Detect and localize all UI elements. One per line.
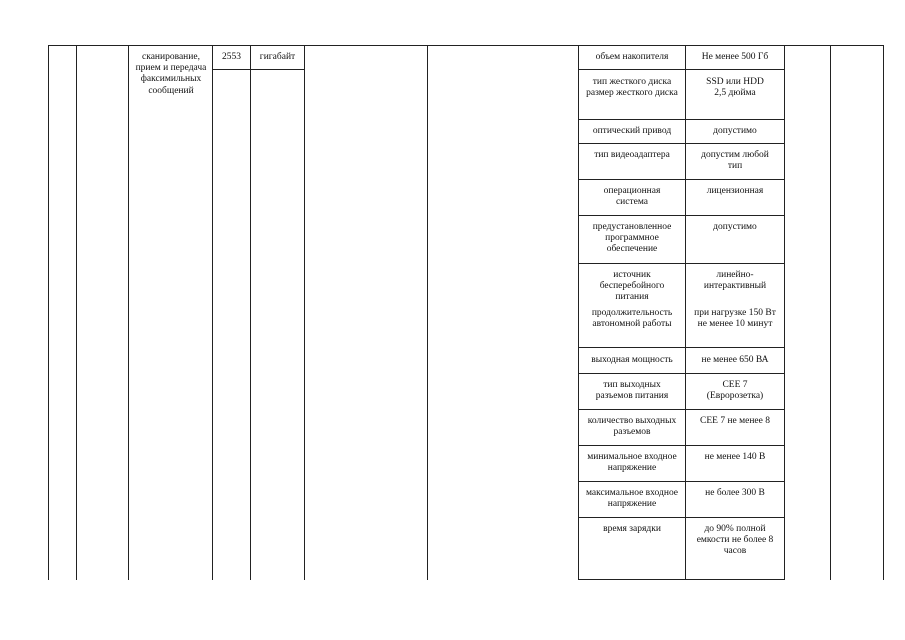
spec-value: допустимо [713, 126, 757, 136]
spec-param: тип жесткого диска размер жесткого диска [586, 77, 678, 99]
spec-row-divider [578, 517, 785, 518]
spec-param: предустановленное программное обеспечение [592, 222, 672, 255]
spec-value: не менее 650 ВА [701, 355, 769, 365]
spec-param: продолжительность автономной работы [591, 308, 673, 330]
spec-row-divider [578, 215, 785, 216]
spec-row-divider [578, 69, 785, 70]
spec-row-divider [578, 409, 785, 410]
spec-row-divider [578, 481, 785, 482]
spec-value: линейно-интерактивный [703, 270, 767, 292]
spec-param: тип выходных разъемов питания [595, 380, 669, 402]
column-divider [830, 45, 831, 580]
row-code: 2553 [222, 52, 241, 62]
spec-row-divider [578, 445, 785, 446]
spec-value: лицензионная [706, 186, 764, 196]
spec-param: объем накопителя [595, 52, 669, 62]
spec-value: допустим любой тип [701, 150, 769, 172]
spec-param: операционная система [603, 186, 661, 208]
spec-param: минимальное входное напряжение [587, 452, 677, 474]
spec-param: выходная мощность [591, 355, 673, 365]
spec-value: Не менее 500 Гб [701, 52, 769, 62]
spec-row-divider [578, 347, 785, 348]
column-divider [212, 45, 213, 580]
row-description: сканирование, прием и передача факсимильных сообщений [135, 52, 207, 96]
spec-value: допустимо [713, 222, 757, 232]
spec-row-divider [578, 119, 785, 120]
spec-row-divider [578, 373, 785, 374]
spec-value: CEE 7 (Евророзетка) [706, 380, 764, 402]
code-unit-row-divider [212, 69, 305, 70]
spec-value: не более 300 В [705, 488, 765, 498]
spec-param: максимальное входное напряжение [585, 488, 679, 510]
spec-row-divider [578, 263, 785, 264]
table-border-left [48, 45, 49, 580]
spec-value: CEE 7 не менее 8 [700, 416, 770, 426]
column-divider [76, 45, 77, 580]
column-divider [128, 45, 129, 580]
spec-row-divider [578, 179, 785, 180]
column-divider [250, 45, 251, 580]
spec-row-divider [578, 143, 785, 144]
spec-param: оптический привод [592, 126, 672, 136]
spec-value: при нагрузке 150 Вт не менее 10 минут [694, 308, 776, 330]
spec-value: не менее 140 В [704, 452, 766, 462]
table-border-top [48, 45, 884, 46]
spec-param: количество выходных разъемов [587, 416, 677, 438]
table-border-right [883, 45, 884, 580]
column-divider [578, 45, 579, 580]
column-divider [304, 45, 305, 580]
spec-param: время зарядки [603, 524, 661, 534]
column-divider [427, 45, 428, 580]
spec-param: источник бесперебойного питания [599, 270, 665, 303]
row-unit: гигабайт [259, 52, 296, 62]
spec-row-divider [578, 579, 785, 580]
spec-value: SSD или HDD 2,5 дюйма [706, 77, 764, 99]
spec-value: до 90% полной емкости не более 8 часов [696, 524, 774, 557]
spec-param: тип видеоадаптера [594, 150, 670, 160]
column-divider [784, 45, 785, 580]
